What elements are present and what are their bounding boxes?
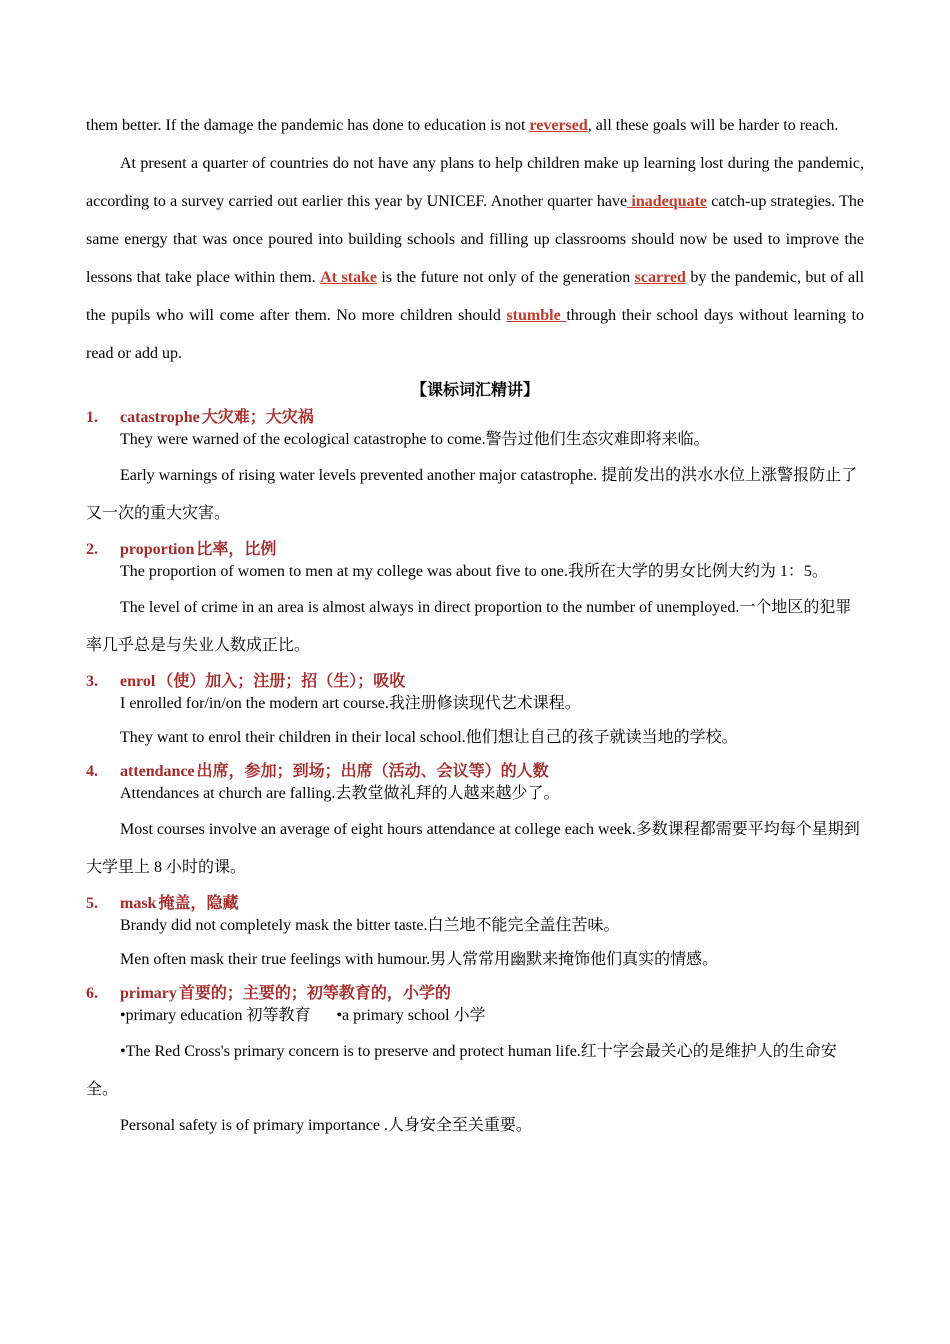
document-page bbox=[86, 107, 864, 1143]
entry-meaning: 大灾难；大灾祸 bbox=[201, 409, 314, 426]
example-sentence: Most courses involve an average of eight hours attendance at college each week.多数课程都需要平均每个星期到大学里上 8 小时的课。 bbox=[86, 821, 860, 876]
example-sentence: Brandy did not completely mask the bitter taste.白兰地不能完全盖住苦味。 bbox=[120, 917, 620, 934]
keyword-scarred: scarred bbox=[634, 269, 686, 286]
entry-meaning: 首要的；主要的；初等教育的，小学的 bbox=[178, 985, 451, 1002]
passage-text: , all these goals will be harder to reach. bbox=[587, 117, 839, 134]
passage-text: is the future not only of the generation bbox=[377, 269, 635, 286]
passage-text: by the pandemic, but of all the pupils who will come after them. No more children should bbox=[86, 269, 865, 324]
entry-word: catastrophe bbox=[120, 409, 200, 426]
collocation-item: •a primary school 小学 bbox=[336, 1007, 486, 1024]
entry-word: attendance bbox=[120, 763, 195, 780]
entry-number: 2. bbox=[86, 541, 98, 558]
vocab-entry-heading bbox=[86, 983, 864, 1005]
entry-number: 4. bbox=[86, 763, 98, 780]
vocab-entry-heading bbox=[86, 407, 864, 429]
entry-number: 5. bbox=[86, 895, 98, 912]
example-sentence: They were warned of the ecological catastrophe to come.警告过他们生态灾难即将来临。 bbox=[120, 431, 710, 448]
keyword-reversed: reversed bbox=[529, 117, 588, 134]
example-sentence: They want to enrol their children in their local school.他们想让自己的孩子就读当地的学校。 bbox=[120, 729, 738, 746]
passage-paragraph-2 bbox=[86, 145, 864, 373]
entry-meaning: 出席，参加；到场；出席（活动、会议等）的人数 bbox=[196, 763, 549, 780]
passage-text: At present a quarter of countries do not have any plans to help children make up learning lost during the pandemic, according to a survey carried out earlier this year by UNICEF. Another quarter have bbox=[86, 155, 864, 210]
entry-meaning: （使）加入；注册；招（生）；吸收 bbox=[157, 673, 406, 690]
vocab-entry-heading bbox=[86, 539, 864, 561]
example-sentence: The proportion of women to men at my college was about five to one.我所在大学的男女比例大约为 1：5。 bbox=[120, 563, 828, 580]
entry-number: 6. bbox=[86, 985, 98, 1002]
collocation-item: •primary education 初等教育 bbox=[120, 1007, 311, 1024]
vocab-entry-heading bbox=[86, 761, 864, 783]
entry-meaning: 掩盖，隐藏 bbox=[158, 895, 239, 912]
entry-word: primary bbox=[120, 985, 177, 1002]
example-sentence: Early warnings of rising water levels prevented another major catastrophe. 提前发出的洪水水位上涨警报防止了又一次的重大灾害。 bbox=[86, 467, 858, 522]
passage-text: catch-up strategies. The same energy that was once poured into building schools and filling up classrooms should now be used to improve the lessons that take place within them. bbox=[86, 193, 864, 286]
example-sentence: I enrolled for/in/on the modern art course.我注册修读现代艺术课程。 bbox=[120, 695, 581, 712]
example-sentence: The level of crime in an area is almost always in direct proportion to the number of unemployed.一个地区的犯罪率几乎总是与失业人数成正比。 bbox=[86, 599, 852, 654]
vocab-entry-heading bbox=[86, 893, 864, 915]
example-sentence: Attendances at church are falling.去教堂做礼拜的人越来越少了。 bbox=[120, 785, 560, 802]
example-sentence: Personal safety is of primary importance .人身安全至关重要。 bbox=[120, 1117, 532, 1134]
vocab-entry-heading bbox=[86, 671, 864, 693]
collocation-list bbox=[86, 1005, 864, 1027]
entry-number: 1. bbox=[86, 409, 98, 426]
example-sentence: Men often mask their true feelings with humour.男人常常用幽默来掩饰他们真实的情感。 bbox=[120, 951, 719, 968]
entry-number: 3. bbox=[86, 673, 98, 690]
entry-word: mask bbox=[120, 895, 157, 912]
entry-word: proportion bbox=[120, 541, 195, 558]
passage-text: them better. If the damage the pandemic has done to education is not bbox=[86, 117, 530, 134]
example-sentence: •The Red Cross's primary concern is to preserve and protect human life.红十字会最关心的是维护人的生命安全。 bbox=[86, 1043, 837, 1098]
entry-meaning: 比率，比例 bbox=[196, 541, 277, 558]
entry-word: enrol bbox=[120, 673, 156, 690]
passage-paragraph-1 bbox=[86, 107, 864, 145]
keyword-inadequate: inadequate bbox=[627, 193, 707, 210]
keyword-at-stake: At stake bbox=[320, 269, 377, 286]
keyword-stumble: stumble bbox=[506, 307, 567, 324]
passage-text: through their school days without learning to read or add up. bbox=[86, 307, 865, 362]
section-title: 【课标词汇精讲】 bbox=[410, 382, 539, 399]
